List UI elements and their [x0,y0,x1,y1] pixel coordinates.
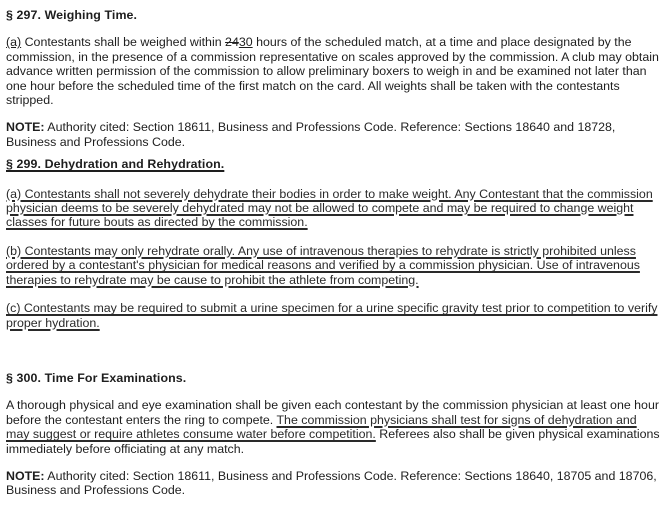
section-297-title: § 297. Weighing Time. [6,8,138,22]
section-300-text-start: A thorough physical and eye examination shall be given each contestant by the commission physician at least one hour before the contestant enters the ring to compete. [6,398,659,427]
paragraph-a-label: (a) [6,35,22,50]
note-text: Authority cited: Section 18611, Business and Professions Code. Reference: Sections 18640, 18705 and 18706, Business and Professions Code. [6,468,657,498]
note-label: NOTE: [6,468,45,483]
note-label: NOTE: [6,120,45,135]
section-300-paragraph [6,398,662,456]
note-text: Authority cited: Section 18611, Business and Professions Code. Reference: Sections 18640 and 18728, Business and Professions Code. [6,120,616,149]
section-299-title: § 299. Dehydration and Rehydration. [6,157,225,172]
section-300-text-end: Referees also shall be given physical examinations immediately before officiating at any match. [6,427,660,456]
paragraph-a-text-end: hours of the scheduled match, at a time and place designated by the commission, in the presence of a commission representative on scales approved by the commission. A club may obtain advance written permission of the commission to allow preliminary boxers to weigh in and be examined not later than one hour before the scheduled time of the first match on the card. All weights shall be taken with the contestants stripped. [6,35,659,108]
section-300-note [6,469,662,498]
section-297-paragraph-a [6,35,662,107]
section-300-amendment: The commission physicians shall test for signs of dehydration and may suggest or require athletes consume water before competition. [6,412,637,442]
section-300-title: § 300. Time For Examinations. [6,370,187,385]
section-299-paragraph-c: (c) Contestants may be required to submit a urine specimen for a urine specific gravity test prior to competition to verify proper hydration. [6,301,658,330]
section-297-note [6,120,662,149]
struck-hours-value: 24 [225,35,239,50]
paragraph-a-text-start: Contestants shall be weighed within [21,35,226,50]
inserted-hours-value: 30 [238,35,253,50]
section-299-paragraph-b: (b) Contestants may only rehydrate orally. Any use of intravenous therapies to rehydrate is strictly prohibited unless ordered by a contestant's physician for medical reasons and verified by a commission physician. Use of intravenous therapies to rehydrate may be cause to prohibit the athlete from competing. [6,243,640,287]
regulation-document [6,8,662,498]
section-299-paragraph-a: (a) Contestants shall not severely dehydrate their bodies in order to make weight. Any Contestant that the commission physician deems to be severely dehydrated may not be allowed to compete and may be required to change weight classes for future bouts as directed by the commission. [6,186,653,230]
